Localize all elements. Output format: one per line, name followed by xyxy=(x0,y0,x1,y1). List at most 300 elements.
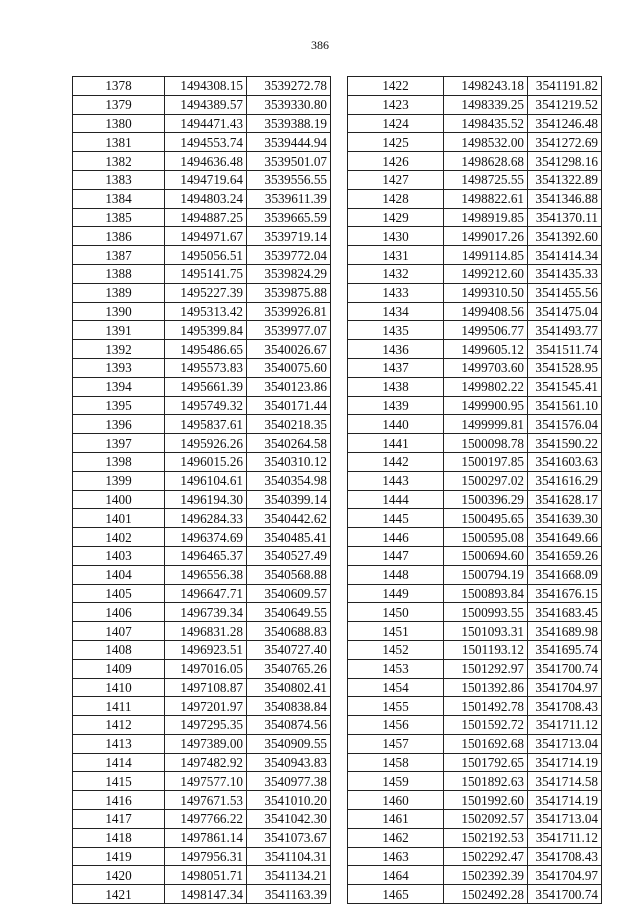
x-coordinate-cell: 1496194.30 xyxy=(165,490,247,509)
point-number-cell: 1447 xyxy=(348,546,444,565)
y-coordinate-cell: 3541704.97 xyxy=(528,866,602,885)
point-number-cell: 1420 xyxy=(73,866,165,885)
y-coordinate-cell: 3540568.88 xyxy=(247,565,331,584)
x-coordinate-cell: 1494636.48 xyxy=(165,152,247,171)
x-coordinate-cell: 1501392.86 xyxy=(444,678,528,697)
table-row xyxy=(348,208,602,227)
table-row xyxy=(348,452,602,471)
point-number-cell: 1390 xyxy=(73,302,165,321)
x-coordinate-cell: 1501792.65 xyxy=(444,753,528,772)
table-row xyxy=(348,866,602,885)
table-row xyxy=(73,471,331,490)
y-coordinate-cell: 3541713.04 xyxy=(528,810,602,829)
table-row xyxy=(73,415,331,434)
point-number-cell: 1446 xyxy=(348,528,444,547)
table-row xyxy=(348,358,602,377)
table-row xyxy=(73,490,331,509)
y-coordinate-cell: 3540123.86 xyxy=(247,377,331,396)
x-coordinate-cell: 1502192.53 xyxy=(444,828,528,847)
point-number-cell: 1385 xyxy=(73,208,165,227)
table-row xyxy=(348,546,602,565)
y-coordinate-cell: 3540727.40 xyxy=(247,640,331,659)
point-number-cell: 1453 xyxy=(348,659,444,678)
y-coordinate-cell: 3539501.07 xyxy=(247,152,331,171)
table-row xyxy=(73,528,331,547)
point-number-cell: 1380 xyxy=(73,114,165,133)
table-row xyxy=(73,152,331,171)
x-coordinate-cell: 1497482.92 xyxy=(165,753,247,772)
point-number-cell: 1396 xyxy=(73,415,165,434)
point-number-cell: 1427 xyxy=(348,170,444,189)
x-coordinate-cell: 1498243.18 xyxy=(444,77,528,96)
table-row xyxy=(348,603,602,622)
point-number-cell: 1465 xyxy=(348,885,444,904)
point-number-cell: 1457 xyxy=(348,734,444,753)
x-coordinate-cell: 1497577.10 xyxy=(165,772,247,791)
point-number-cell: 1425 xyxy=(348,133,444,152)
y-coordinate-cell: 3541714.19 xyxy=(528,791,602,810)
y-coordinate-cell: 3541695.74 xyxy=(528,640,602,659)
table-row xyxy=(348,189,602,208)
x-coordinate-cell: 1501592.72 xyxy=(444,716,528,735)
point-number-cell: 1415 xyxy=(73,772,165,791)
y-coordinate-cell: 3541649.66 xyxy=(528,528,602,547)
y-coordinate-cell: 3540688.83 xyxy=(247,622,331,641)
point-number-cell: 1433 xyxy=(348,283,444,302)
y-coordinate-cell: 3539824.29 xyxy=(247,264,331,283)
table-row xyxy=(73,227,331,246)
table-row xyxy=(73,170,331,189)
table-row xyxy=(348,528,602,547)
point-number-cell: 1388 xyxy=(73,264,165,283)
y-coordinate-cell: 3540649.55 xyxy=(247,603,331,622)
y-coordinate-cell: 3541134.21 xyxy=(247,866,331,885)
x-coordinate-cell: 1499310.50 xyxy=(444,283,528,302)
point-number-cell: 1444 xyxy=(348,490,444,509)
point-number-cell: 1386 xyxy=(73,227,165,246)
x-coordinate-cell: 1499017.26 xyxy=(444,227,528,246)
table-row xyxy=(73,828,331,847)
x-coordinate-cell: 1501692.68 xyxy=(444,734,528,753)
y-coordinate-cell: 3541590.22 xyxy=(528,434,602,453)
point-number-cell: 1458 xyxy=(348,753,444,772)
point-number-cell: 1455 xyxy=(348,697,444,716)
table-row xyxy=(348,584,602,603)
table-row xyxy=(73,340,331,359)
table-row xyxy=(73,321,331,340)
y-coordinate-cell: 3540527.49 xyxy=(247,546,331,565)
x-coordinate-cell: 1500495.65 xyxy=(444,509,528,528)
x-coordinate-cell: 1496739.34 xyxy=(165,603,247,622)
x-coordinate-cell: 1494471.43 xyxy=(165,114,247,133)
point-number-cell: 1449 xyxy=(348,584,444,603)
x-coordinate-cell: 1495573.83 xyxy=(165,358,247,377)
x-coordinate-cell: 1495399.84 xyxy=(165,321,247,340)
point-number-cell: 1405 xyxy=(73,584,165,603)
y-coordinate-cell: 3541511.74 xyxy=(528,340,602,359)
table-row xyxy=(348,565,602,584)
point-number-cell: 1391 xyxy=(73,321,165,340)
x-coordinate-cell: 1494389.57 xyxy=(165,95,247,114)
x-coordinate-cell: 1497295.35 xyxy=(165,716,247,735)
point-number-cell: 1437 xyxy=(348,358,444,377)
x-coordinate-cell: 1501093.31 xyxy=(444,622,528,641)
point-number-cell: 1399 xyxy=(73,471,165,490)
table-row xyxy=(348,509,602,528)
x-coordinate-cell: 1497861.14 xyxy=(165,828,247,847)
point-number-cell: 1456 xyxy=(348,716,444,735)
point-number-cell: 1389 xyxy=(73,283,165,302)
point-number-cell: 1428 xyxy=(348,189,444,208)
x-coordinate-cell: 1501492.78 xyxy=(444,697,528,716)
x-coordinate-cell: 1498051.71 xyxy=(165,866,247,885)
y-coordinate-cell: 3539977.07 xyxy=(247,321,331,340)
table-row xyxy=(348,133,602,152)
point-number-cell: 1410 xyxy=(73,678,165,697)
x-coordinate-cell: 1496831.28 xyxy=(165,622,247,641)
y-coordinate-cell: 3541475.04 xyxy=(528,302,602,321)
x-coordinate-cell: 1498725.55 xyxy=(444,170,528,189)
x-coordinate-cell: 1499999.81 xyxy=(444,415,528,434)
point-number-cell: 1422 xyxy=(348,77,444,96)
y-coordinate-cell: 3540874.56 xyxy=(247,716,331,735)
table-row xyxy=(73,659,331,678)
table-row xyxy=(348,659,602,678)
point-number-cell: 1407 xyxy=(73,622,165,641)
table-row xyxy=(73,753,331,772)
x-coordinate-cell: 1495486.65 xyxy=(165,340,247,359)
x-coordinate-cell: 1495141.75 xyxy=(165,264,247,283)
table-row xyxy=(73,377,331,396)
table-row xyxy=(348,227,602,246)
table-row xyxy=(73,791,331,810)
x-coordinate-cell: 1499802.22 xyxy=(444,377,528,396)
point-number-cell: 1432 xyxy=(348,264,444,283)
y-coordinate-cell: 3540218.35 xyxy=(247,415,331,434)
point-number-cell: 1423 xyxy=(348,95,444,114)
y-coordinate-cell: 3541689.98 xyxy=(528,622,602,641)
point-number-cell: 1439 xyxy=(348,396,444,415)
y-coordinate-cell: 3541246.48 xyxy=(528,114,602,133)
table-row xyxy=(348,810,602,829)
y-coordinate-cell: 3540909.55 xyxy=(247,734,331,753)
point-number-cell: 1418 xyxy=(73,828,165,847)
table-row xyxy=(348,321,602,340)
y-coordinate-cell: 3541219.52 xyxy=(528,95,602,114)
table-row xyxy=(73,95,331,114)
y-coordinate-cell: 3541704.97 xyxy=(528,678,602,697)
table-row xyxy=(73,434,331,453)
x-coordinate-cell: 1499703.60 xyxy=(444,358,528,377)
point-number-cell: 1401 xyxy=(73,509,165,528)
table-row xyxy=(73,396,331,415)
y-coordinate-cell: 3541639.30 xyxy=(528,509,602,528)
x-coordinate-cell: 1498628.68 xyxy=(444,152,528,171)
point-number-cell: 1414 xyxy=(73,753,165,772)
x-coordinate-cell: 1497108.87 xyxy=(165,678,247,697)
table-row xyxy=(348,640,602,659)
point-number-cell: 1452 xyxy=(348,640,444,659)
coordinate-table-right xyxy=(347,76,602,904)
x-coordinate-cell: 1497956.31 xyxy=(165,847,247,866)
point-number-cell: 1451 xyxy=(348,622,444,641)
y-coordinate-cell: 3541191.82 xyxy=(528,77,602,96)
table-row xyxy=(348,246,602,265)
table-row xyxy=(348,377,602,396)
x-coordinate-cell: 1495661.39 xyxy=(165,377,247,396)
point-number-cell: 1403 xyxy=(73,546,165,565)
x-coordinate-cell: 1499605.12 xyxy=(444,340,528,359)
y-coordinate-cell: 3541163.39 xyxy=(247,885,331,904)
x-coordinate-cell: 1499408.56 xyxy=(444,302,528,321)
y-coordinate-cell: 3540977.38 xyxy=(247,772,331,791)
coordinate-table-left-body xyxy=(73,77,331,904)
x-coordinate-cell: 1494887.25 xyxy=(165,208,247,227)
point-number-cell: 1411 xyxy=(73,697,165,716)
y-coordinate-cell: 3541683.45 xyxy=(528,603,602,622)
table-row xyxy=(73,246,331,265)
table-row xyxy=(348,847,602,866)
table-row xyxy=(73,603,331,622)
x-coordinate-cell: 1500794.19 xyxy=(444,565,528,584)
y-coordinate-cell: 3541104.31 xyxy=(247,847,331,866)
y-coordinate-cell: 3540264.58 xyxy=(247,434,331,453)
table-row xyxy=(73,208,331,227)
x-coordinate-cell: 1494308.15 xyxy=(165,77,247,96)
point-number-cell: 1424 xyxy=(348,114,444,133)
y-coordinate-cell: 3541708.43 xyxy=(528,697,602,716)
table-row xyxy=(348,791,602,810)
y-coordinate-cell: 3541392.60 xyxy=(528,227,602,246)
x-coordinate-cell: 1496923.51 xyxy=(165,640,247,659)
table-row xyxy=(348,264,602,283)
y-coordinate-cell: 3541659.26 xyxy=(528,546,602,565)
point-number-cell: 1416 xyxy=(73,791,165,810)
x-coordinate-cell: 1496104.61 xyxy=(165,471,247,490)
table-row xyxy=(348,114,602,133)
x-coordinate-cell: 1502092.57 xyxy=(444,810,528,829)
y-coordinate-cell: 3539556.55 xyxy=(247,170,331,189)
x-coordinate-cell: 1494719.64 xyxy=(165,170,247,189)
y-coordinate-cell: 3540075.60 xyxy=(247,358,331,377)
y-coordinate-cell: 3539665.59 xyxy=(247,208,331,227)
table-row xyxy=(348,396,602,415)
point-number-cell: 1381 xyxy=(73,133,165,152)
x-coordinate-cell: 1501892.63 xyxy=(444,772,528,791)
x-coordinate-cell: 1502492.28 xyxy=(444,885,528,904)
table-row xyxy=(348,415,602,434)
point-number-cell: 1382 xyxy=(73,152,165,171)
x-coordinate-cell: 1501193.12 xyxy=(444,640,528,659)
x-coordinate-cell: 1498339.25 xyxy=(444,95,528,114)
y-coordinate-cell: 3541455.56 xyxy=(528,283,602,302)
table-row xyxy=(73,77,331,96)
y-coordinate-cell: 3541272.69 xyxy=(528,133,602,152)
y-coordinate-cell: 3541628.17 xyxy=(528,490,602,509)
table-row xyxy=(348,434,602,453)
y-coordinate-cell: 3541668.09 xyxy=(528,565,602,584)
y-coordinate-cell: 3539719.14 xyxy=(247,227,331,246)
y-coordinate-cell: 3541042.30 xyxy=(247,810,331,829)
table-row xyxy=(348,302,602,321)
y-coordinate-cell: 3541700.74 xyxy=(528,659,602,678)
coordinate-table-right-body xyxy=(348,77,602,904)
table-row xyxy=(73,133,331,152)
x-coordinate-cell: 1499212.60 xyxy=(444,264,528,283)
y-coordinate-cell: 3540399.14 xyxy=(247,490,331,509)
y-coordinate-cell: 3541714.19 xyxy=(528,753,602,772)
point-number-cell: 1394 xyxy=(73,377,165,396)
y-coordinate-cell: 3540838.84 xyxy=(247,697,331,716)
y-coordinate-cell: 3540026.67 xyxy=(247,340,331,359)
y-coordinate-cell: 3541561.10 xyxy=(528,396,602,415)
x-coordinate-cell: 1497389.00 xyxy=(165,734,247,753)
table-row xyxy=(73,189,331,208)
x-coordinate-cell: 1499506.77 xyxy=(444,321,528,340)
table-row xyxy=(348,490,602,509)
y-coordinate-cell: 3541528.95 xyxy=(528,358,602,377)
y-coordinate-cell: 3541414.34 xyxy=(528,246,602,265)
table-row xyxy=(73,283,331,302)
table-row xyxy=(73,678,331,697)
table-row xyxy=(73,716,331,735)
point-number-cell: 1426 xyxy=(348,152,444,171)
y-coordinate-cell: 3541322.89 xyxy=(528,170,602,189)
point-number-cell: 1459 xyxy=(348,772,444,791)
point-number-cell: 1398 xyxy=(73,452,165,471)
point-number-cell: 1417 xyxy=(73,810,165,829)
x-coordinate-cell: 1497671.53 xyxy=(165,791,247,810)
x-coordinate-cell: 1494803.24 xyxy=(165,189,247,208)
point-number-cell: 1440 xyxy=(348,415,444,434)
table-row xyxy=(348,828,602,847)
point-number-cell: 1395 xyxy=(73,396,165,415)
table-row xyxy=(73,866,331,885)
x-coordinate-cell: 1497766.22 xyxy=(165,810,247,829)
x-coordinate-cell: 1494971.67 xyxy=(165,227,247,246)
table-row xyxy=(73,358,331,377)
point-number-cell: 1434 xyxy=(348,302,444,321)
y-coordinate-cell: 3541603.63 xyxy=(528,452,602,471)
x-coordinate-cell: 1500396.29 xyxy=(444,490,528,509)
x-coordinate-cell: 1500694.60 xyxy=(444,546,528,565)
y-coordinate-cell: 3539875.88 xyxy=(247,283,331,302)
x-coordinate-cell: 1502292.47 xyxy=(444,847,528,866)
x-coordinate-cell: 1495749.32 xyxy=(165,396,247,415)
y-coordinate-cell: 3541713.04 xyxy=(528,734,602,753)
y-coordinate-cell: 3541545.41 xyxy=(528,377,602,396)
y-coordinate-cell: 3541370.11 xyxy=(528,208,602,227)
point-number-cell: 1429 xyxy=(348,208,444,227)
table-row xyxy=(73,565,331,584)
x-coordinate-cell: 1500297.02 xyxy=(444,471,528,490)
x-coordinate-cell: 1499900.95 xyxy=(444,396,528,415)
y-coordinate-cell: 3540354.98 xyxy=(247,471,331,490)
x-coordinate-cell: 1494553.74 xyxy=(165,133,247,152)
point-number-cell: 1413 xyxy=(73,734,165,753)
x-coordinate-cell: 1498919.85 xyxy=(444,208,528,227)
point-number-cell: 1409 xyxy=(73,659,165,678)
point-number-cell: 1404 xyxy=(73,565,165,584)
x-coordinate-cell: 1498822.61 xyxy=(444,189,528,208)
y-coordinate-cell: 3541010.20 xyxy=(247,791,331,810)
point-number-cell: 1436 xyxy=(348,340,444,359)
x-coordinate-cell: 1496647.71 xyxy=(165,584,247,603)
y-coordinate-cell: 3539611.39 xyxy=(247,189,331,208)
table-row xyxy=(348,716,602,735)
y-coordinate-cell: 3541435.33 xyxy=(528,264,602,283)
point-number-cell: 1443 xyxy=(348,471,444,490)
point-number-cell: 1421 xyxy=(73,885,165,904)
y-coordinate-cell: 3541700.74 xyxy=(528,885,602,904)
x-coordinate-cell: 1502392.39 xyxy=(444,866,528,885)
y-coordinate-cell: 3541711.12 xyxy=(528,716,602,735)
table-row xyxy=(73,546,331,565)
x-coordinate-cell: 1500197.85 xyxy=(444,452,528,471)
x-coordinate-cell: 1497016.05 xyxy=(165,659,247,678)
table-row xyxy=(73,622,331,641)
table-row xyxy=(73,697,331,716)
table-row xyxy=(73,847,331,866)
y-coordinate-cell: 3541493.77 xyxy=(528,321,602,340)
table-row xyxy=(348,471,602,490)
table-row xyxy=(348,283,602,302)
table-row xyxy=(73,772,331,791)
point-number-cell: 1441 xyxy=(348,434,444,453)
point-number-cell: 1448 xyxy=(348,565,444,584)
y-coordinate-cell: 3541676.15 xyxy=(528,584,602,603)
point-number-cell: 1461 xyxy=(348,810,444,829)
point-number-cell: 1408 xyxy=(73,640,165,659)
y-coordinate-cell: 3540171.44 xyxy=(247,396,331,415)
point-number-cell: 1463 xyxy=(348,847,444,866)
x-coordinate-cell: 1495837.61 xyxy=(165,415,247,434)
x-coordinate-cell: 1496556.38 xyxy=(165,565,247,584)
table-row xyxy=(348,77,602,96)
y-coordinate-cell: 3539772.04 xyxy=(247,246,331,265)
table-row xyxy=(73,114,331,133)
y-coordinate-cell: 3540485.41 xyxy=(247,528,331,547)
y-coordinate-cell: 3540943.83 xyxy=(247,753,331,772)
x-coordinate-cell: 1495056.51 xyxy=(165,246,247,265)
x-coordinate-cell: 1495313.42 xyxy=(165,302,247,321)
x-coordinate-cell: 1496374.69 xyxy=(165,528,247,547)
x-coordinate-cell: 1496465.37 xyxy=(165,546,247,565)
table-row xyxy=(348,152,602,171)
table-row xyxy=(348,340,602,359)
y-coordinate-cell: 3540310.12 xyxy=(247,452,331,471)
y-coordinate-cell: 3540802.41 xyxy=(247,678,331,697)
x-coordinate-cell: 1496284.33 xyxy=(165,509,247,528)
x-coordinate-cell: 1498532.00 xyxy=(444,133,528,152)
x-coordinate-cell: 1496015.26 xyxy=(165,452,247,471)
point-number-cell: 1387 xyxy=(73,246,165,265)
x-coordinate-cell: 1500098.78 xyxy=(444,434,528,453)
x-coordinate-cell: 1500993.55 xyxy=(444,603,528,622)
x-coordinate-cell: 1500893.84 xyxy=(444,584,528,603)
table-row xyxy=(73,264,331,283)
table-row xyxy=(348,95,602,114)
point-number-cell: 1402 xyxy=(73,528,165,547)
point-number-cell: 1435 xyxy=(348,321,444,340)
page-number: 386 xyxy=(311,38,329,52)
table-row xyxy=(73,885,331,904)
table-row xyxy=(348,622,602,641)
y-coordinate-cell: 3539330.80 xyxy=(247,95,331,114)
point-number-cell: 1400 xyxy=(73,490,165,509)
table-row xyxy=(73,302,331,321)
table-row xyxy=(73,810,331,829)
